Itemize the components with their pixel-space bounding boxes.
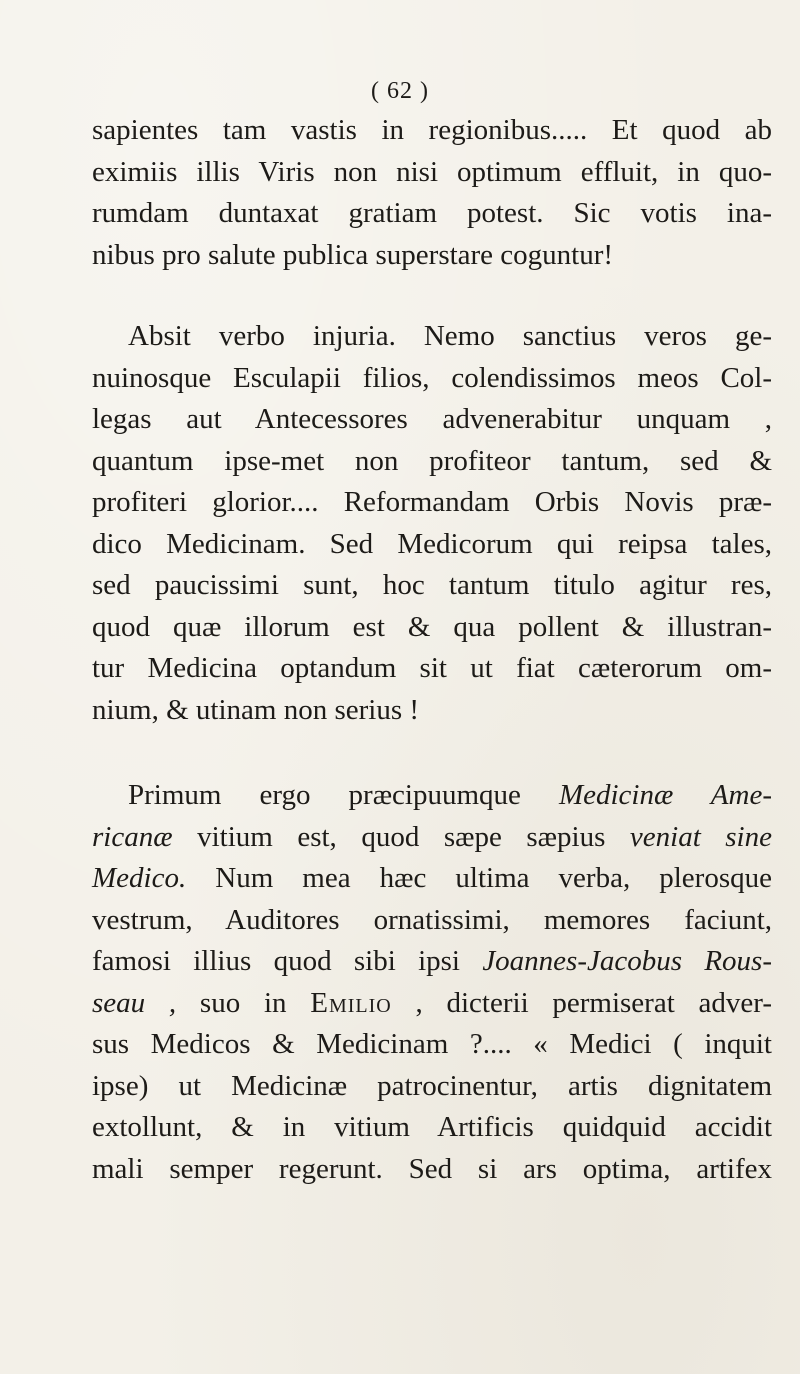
text-line: sed paucissimi sunt, hoc tantum titulo agitur res,: [92, 569, 772, 601]
text-line: [92, 983, 772, 1025]
text-line: sapientes tam vastis in regionibus..... Et quod ab: [92, 114, 772, 146]
text-run: , dicterii permiserat adver-: [391, 986, 772, 1019]
text-line: [92, 1024, 772, 1066]
text-run: mali semper regerunt. Sed si ars optima, artifex: [92, 1152, 772, 1185]
italic-run: veniat sine: [629, 820, 772, 853]
italic-run: ricanæ: [92, 820, 173, 853]
text-run: vestrum, Auditores ornatissimi, memores faciunt,: [92, 903, 772, 936]
italic-run: Medicinæ Ame-: [558, 779, 772, 811]
text-line: nuinosque Esculapii filios, colendissimos meos Col-: [92, 361, 772, 394]
text-line: [92, 1149, 772, 1191]
page-number: ( 62 ): [371, 78, 429, 104]
text-run: Primum ergo præcipuumque: [128, 779, 559, 811]
text-line: [92, 941, 772, 983]
text-line: Absit verbo injuria. Nemo sanctius veros ge-: [128, 320, 772, 352]
text-run: sus Medicos & Medicinam ?.... « Medici ( inquit: [92, 1028, 772, 1060]
text-line: [92, 900, 772, 942]
italic-run: seau ,: [92, 986, 177, 1019]
text-run: famosi illius quod sibi ipsi: [92, 945, 483, 977]
text-line: nium, & utinam non serius !: [92, 693, 420, 726]
paragraph-2: [92, 316, 772, 731]
paragraph-3: [92, 775, 772, 1190]
text-line: eximiis illis Viris non nisi optimum effluit, in quo-: [92, 155, 772, 188]
text-line: nibus pro salute publica superstare coguntur!: [92, 238, 614, 271]
text-line: quod quæ illorum est & qua pollent & illustran-: [92, 610, 772, 643]
text-line: tur Medicina optandum sit ut fiat cæterorum om-: [92, 652, 772, 684]
text-run: ipse) ut Medicinæ patrocinentur, artis dignitatem: [92, 1069, 772, 1102]
text-line: [92, 775, 772, 817]
text-line: dico Medicinam. Sed Medicorum qui reipsa tales,: [92, 527, 772, 560]
text-run: suo in: [176, 986, 311, 1019]
paragraph-1: [92, 110, 772, 276]
text-line: [92, 858, 772, 900]
text-run: vitium est, quod sæpe sæpius: [172, 820, 630, 853]
text-line: quantum ipse-met non profiteor tantum, sed &: [92, 444, 772, 477]
text-line: [92, 817, 772, 859]
italic-run: Joannes-Jacobus Rous-: [482, 945, 772, 977]
text-run: extollunt, & in vitium Artificis quidquid accidit: [92, 1111, 772, 1143]
text-line: [92, 1107, 772, 1149]
text-line: [92, 1066, 772, 1108]
text-body: [92, 110, 772, 1190]
small-caps-run: Emilio: [310, 986, 392, 1019]
italic-run: Medico.: [92, 862, 187, 894]
text-run: Num mea hæc ultima verba, plerosque: [186, 862, 772, 894]
text-line: rumdam duntaxat gratiam potest. Sic votis ina-: [92, 197, 772, 229]
text-line: profiteri glorior.... Reformandam Orbis Novis præ-: [92, 486, 772, 518]
text-line: legas aut Antecessores advenerabitur unquam ,: [92, 403, 772, 435]
